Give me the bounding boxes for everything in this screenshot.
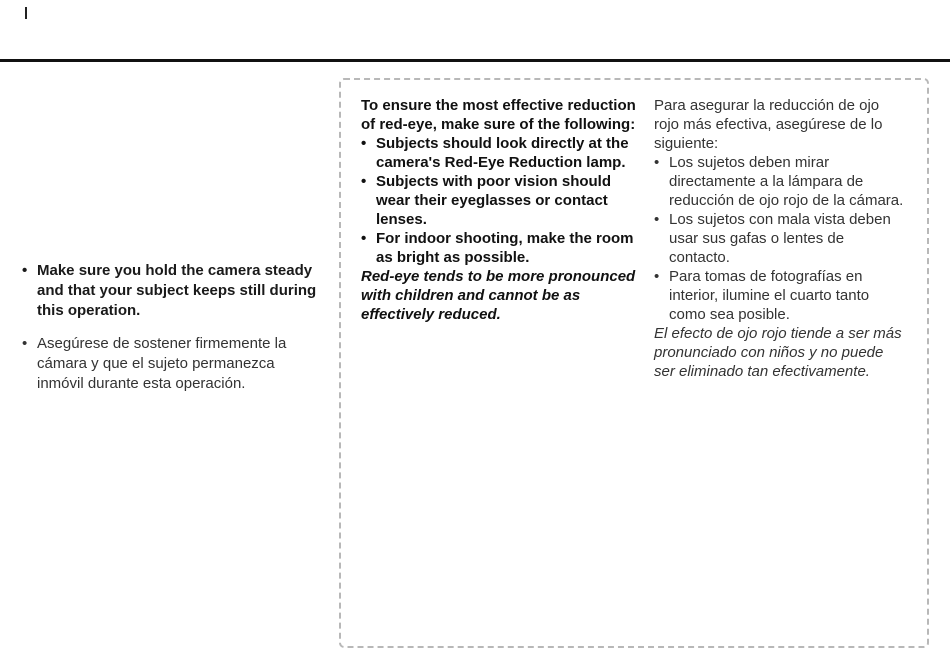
note-text: Make sure you hold the camera steady and that your subject keeps still during this operation. [37,262,317,319]
note-text: Asegúrese de sostener firmemente la cámara y que el sujeto permanezca inmóvil durante esta operación. [37,335,287,392]
list-item-text: Los sujetos deben mirar directamente a la lámpara de reducción de ojo rojo de la cámara. [669,154,904,209]
list-item-text: Los sujetos con mala vista deben usar sus gafas o lentes de contacto. [669,211,891,266]
list-item [361,134,646,172]
bullet-icon: • [361,173,367,190]
bullet-icon: • [654,211,660,228]
list-item-text: Subjects should look directly at the camera's Red-Eye Reduction lamp. [376,135,629,171]
bullet-icon: • [361,230,367,247]
tips-closing-note: El efecto de ojo rojo tiende a ser más pronunciado con niños y no puede ser eliminado tan efectivamente. [654,325,902,380]
header-rule [0,59,950,62]
bullet-icon: • [654,268,660,285]
list-item-text: For indoor shooting, make the room as bright as possible. [376,230,634,266]
list-item [654,153,904,210]
tips-list [654,153,904,324]
list-item [361,172,646,229]
list-item [654,210,904,267]
page-corner-mark [25,7,27,19]
steady-camera-note-spanish [22,334,322,394]
tips-intro: Para asegurar la reducción de ojo rojo más efectiva, asegúrese de lo siguiente: [654,97,883,152]
steady-camera-note-english [22,261,322,321]
list-item [361,229,646,267]
bullet-icon: • [361,135,367,152]
tips-list [361,134,646,267]
red-eye-tips-spanish [654,96,904,381]
bullet-icon: • [654,154,660,171]
red-eye-tips-english [361,96,646,324]
list-item-text: Subjects with poor vision should wear their eyeglasses or contact lenses. [376,173,612,228]
bullet-icon: • [22,335,28,352]
list-item [654,267,904,324]
bullet-icon: • [22,262,28,279]
tips-closing-note: Red-eye tends to be more pronounced with children and cannot be as effectively reduced. [361,268,636,323]
list-item-text: Para tomas de fotografías en interior, ilumine el cuarto tanto como sea posible. [669,268,870,323]
shooting-notes [22,261,322,394]
tips-intro: To ensure the most effective reduction of red-eye, make sure of the following: [361,97,636,133]
